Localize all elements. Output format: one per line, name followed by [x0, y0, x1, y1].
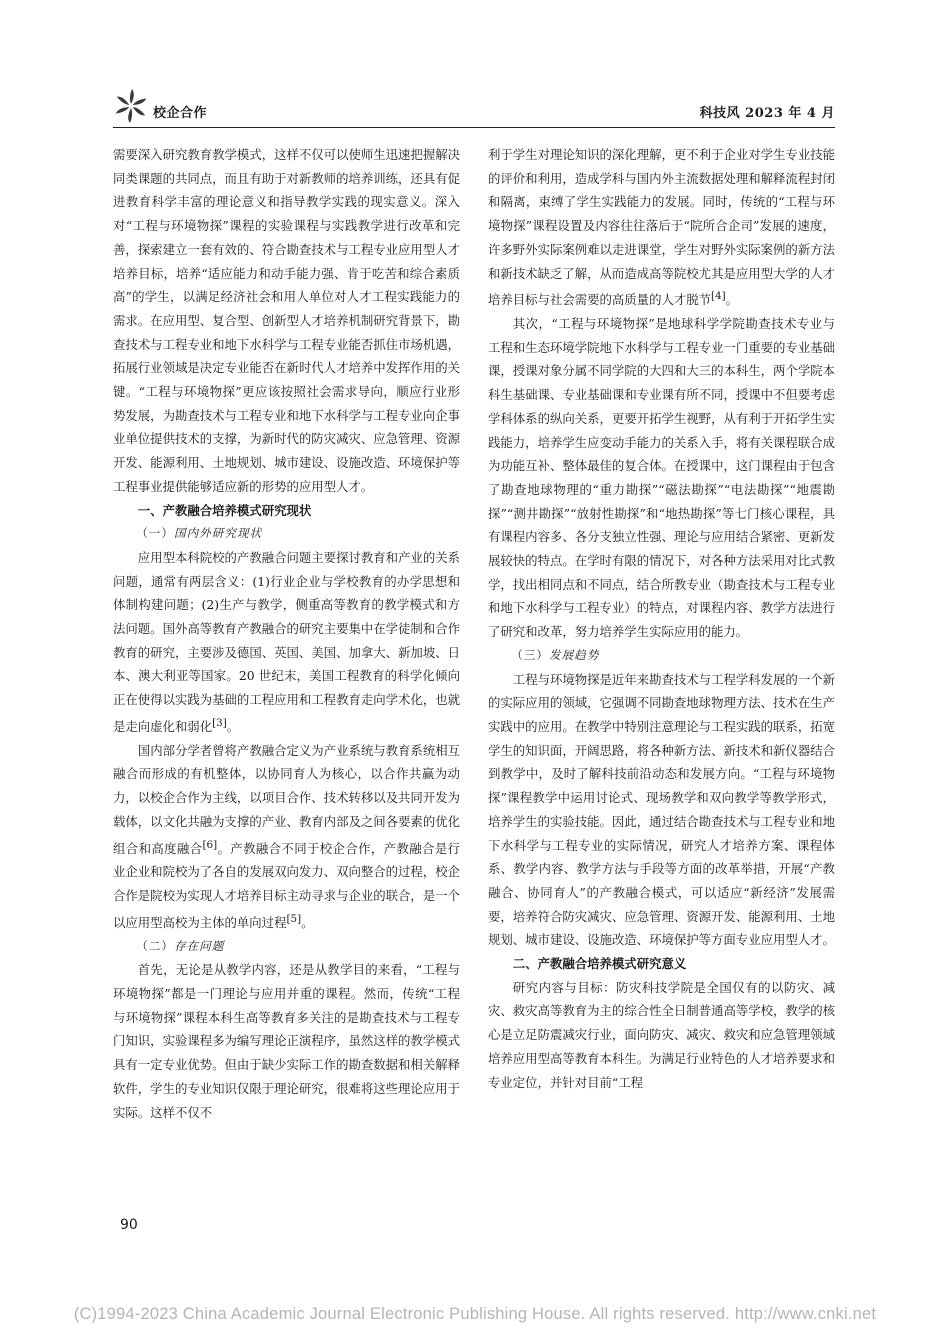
- page-number: 90: [120, 1217, 138, 1233]
- citation: [4]: [711, 290, 726, 303]
- page-header: [113, 88, 835, 124]
- citation: [5]: [286, 912, 302, 925]
- paragraph: 首先，无论是从教学内容，还是从教学目的来看，“工程与环境物探”都是一门理论与应用并重的课程。然而，传统“工程与环境物探”课程本科生高等教育多关注的是勘查技术与工程专门知识，实验课程多为编写理论正演程序，虽然这样的教学模式具有一定专业优势。但由于缺少实际工作的勘查数据和相关解释软件，学生的专业知识仅限于理论研究，很难将这些理论应用于实际。这样不仅不: [113, 962, 460, 1120]
- paragraph: 利于学生对理论知识的深化理解，更不利于企业对学生专业技能的评价和利用，造成学科与国内外主流数据处理和解释流程封闭和隔离，束缚了学生实践能力的发展。同时，传统的“工程与环境物探”课程设置及内容往往落后于“院所合企司”发展的速度，许多野外实际案例难以走进课堂，学生对野外实际案例的新方法和新技术缺乏了解，从而造成高等院校尤其是应用型大学的人才培养目标与社会需要的高质量的人才脱节[4]。: [488, 147, 835, 308]
- section-heading: 二、产教融合培养模式研究意义: [512, 956, 687, 972]
- citation: [3]: [212, 716, 227, 729]
- paragraph: 研究内容与目标：防灾科技学院是全国仅有的以防灾、减灾、救灾高等教育为主的综合性全日制普通高等学校，教学的核心是立足防震减灾行业，面向防灾、减灾、救灾和应急管理领域培养应用型高等教育本科生。为满足行业特色的人才培养要求和专业定位，并针对目前“工程: [488, 979, 835, 1090]
- citation: [6]: [202, 838, 218, 851]
- journal-issue: 科技风 2023 年 4 月: [699, 106, 835, 121]
- right-column: [488, 143, 835, 1094]
- subsection-heading: （一）国内外研究现状: [136, 526, 263, 541]
- section-heading: 一、产教融合培养模式研究现状: [137, 502, 312, 518]
- subsection-heading: （二）存在问题: [136, 938, 225, 953]
- journal-logo-icon: [113, 88, 149, 124]
- paragraph: 应用型本科院校的产教融合问题主要探讨教育和产业的关系问题，通常有两层含义：(1)行业企业与学校教育的办学思想和体制构建问题；(2)生产与教学，侧重高等教育的教学模式和方法问题。国外高等教育产教融合的研究主要集中在学徒制和合作教育的研究，主要涉及德国、英国、美国、加拿大、新加坡、日本、澳大利亚等国家。20 世纪末，美国工程教育的科学化倾向正在使得以实践为基础的工程应用和工程教育走向学术化，也就是走向虚化和弱化[3]。: [113, 549, 460, 734]
- paragraph: 需要深入研究教育教学模式，这样不仅可以使师生迅速把握解决同类课题的共同点，而且有助于对新教师的培养训练，还具有促进教育科学丰富的理论意义和指导教学实践的现实意义。深入对“工程与环境物探”课程的实验课程与实践教学进行改革和完善，探索建立一套有效的、符合勘查技术与工程专业应用型人才培养目标，培养“适应能力和动手能力强、肯于吃苦和综合素质高”的学生，以满足经济社会和用人单位对人才工程实践能力的需求。在应用型、复合型、创新型人才培养机制研究背景下，勘查技术与工程专业和地下水科学与工程专业能否抓住市场机遇，拓展行业领域是决定专业能否在新时代人才培养中发挥作用的关键。“工程与环境物探”更应该按照社会需求导向，顺应行业形势发展，为勘查技术与工程专业和地下水科学与工程专业向企事业单位提供技术的支撑，为新时代的防灾减灾、应急管理、资源开发、能源利用、土地规划、城市建设、设施改造、环境保护等工程事业提供能够适应新的形势的应用型人才。: [113, 147, 460, 494]
- left-column: [113, 143, 460, 1124]
- header-rule: [113, 127, 835, 128]
- copyright-watermark: (C)1994-2023 China Academic Journal Electronic Publishing House. All rights reserved. http://www.cnki.net: [73, 1305, 877, 1323]
- paragraph: 国内部分学者曾将产教融合定义为产业系统与教育系统相互融合而形成的有机整体，以协同育人为核心，以合作共赢为动力，以校企合作为主线，以项目合作、技术转移以及共同开发为载体，以文化共融为支撑的产业、教育内部及之间各要素的优化组合和高度融合[6]。产教融合不同于校企合作，产教融合是行业企业和院校为了各自的发展双向发力、双向整合的过程，校企合作是院校为实现人才培养目标主动寻求与企业的联合，是一个以应用型高校为主体的单向过程[5]。: [113, 742, 461, 930]
- paragraph: 其次，“工程与环境物探”是地球科学学院勘查技术专业与工程和生态环境学院地下水科学与工程专业一门重要的专业基础课，授课对象分属不同学院的大四和大三的本科生，两个学院本科生基础课、专业基础课和专业课有所不同，授课中不但要考虑学科体系的纵向关系，更要开拓学生视野，从有利于开拓学生实践能力，培养学生应变动手能力的关系入手，将有关课程联合成为功能互补、整体最佳的复合体。在授课中，这门课程由于包含了勘查地球物理的“重力勘探”“磁法勘探”“电法勘探”“地震勘探”“测井勘探”“放射性勘探”和“地热勘探”等七门核心课程，具有课程内容多、各分支独立性强、理论与应用结合紧密、更新发展较快的特点。在学时有限的情况下，对各种方法采用对比式教学，找出相同点和不同点，结合所教专业（勘查技术与工程专业和地下水科学与工程专业）的特点，对课程内容、教学方法进行了研究和改革，努力培养学生实际应用的能力。: [488, 316, 835, 640]
- subsection-heading: （三）发展趋势: [511, 647, 600, 662]
- section-name: 校企合作: [153, 106, 208, 121]
- paragraph: 工程与环境物探是近年来勘查技术与工程学科发展的一个新的实际应用的领域，它强调不同勘查地球物理方法、技术在生产实践中的应用。在教学中特别注意理论与工程实践的联系，拓宽学生的知识面，开阔思路，将各种新方法、新技术和新仪器结合到教学中，及时了解科技前沿动态和发展方向。“工程与环境物探”课程教学中运用讨论式、现场教学和双向教学等教学形式，培养学生的实验技能。因此，通过结合勘查技术与工程专业和地下水科学与工程专业的实际情况，研究人才培养方案、课程体系、教学内容、教学方法与手段等方面的改革举措，开展“产教融合、协同育人”的产教融合模式，可以适应“新经济”发展需要，培养符合防灾减灾、应急管理、资源开发、能源利用、土地规划、城市建设、设施改造、环境保护等方面专业应用型人才。: [488, 671, 835, 948]
